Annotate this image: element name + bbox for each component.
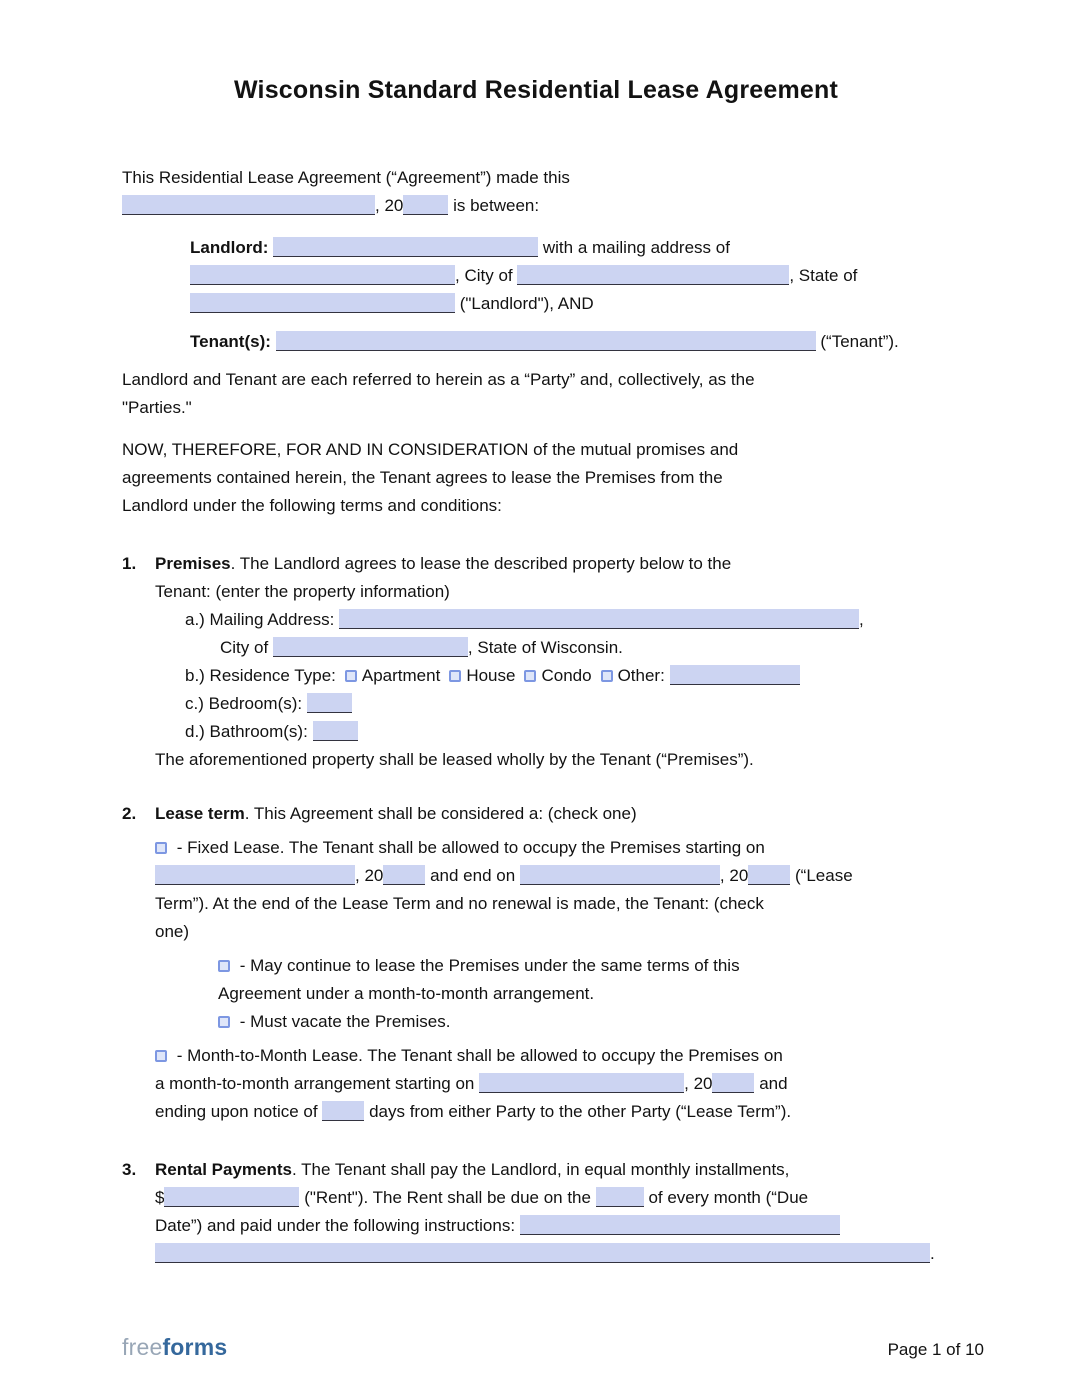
premises-sublist xyxy=(185,606,950,746)
section-premises xyxy=(122,550,950,774)
agreement-year-field[interactable] xyxy=(403,195,448,215)
parties-paragraph xyxy=(122,366,950,422)
month-to-month-checkbox[interactable] xyxy=(155,1050,167,1062)
continue-month-to-month-checkbox[interactable] xyxy=(218,960,230,972)
section-lease-term xyxy=(122,800,950,1126)
consideration-paragraph xyxy=(122,436,950,520)
lease-start-year-field[interactable] xyxy=(383,865,425,885)
premises-text-1: . The Landlord agrees to lease the described property below to the xyxy=(230,554,732,573)
landlord-text-2: , City of xyxy=(455,266,513,285)
vacate-checkbox[interactable] xyxy=(218,1016,230,1028)
section-premises-number: 1. xyxy=(122,554,137,573)
landlord-text-3: , State of xyxy=(789,266,858,285)
page-title: Wisconsin Standard Residential Lease Agreement xyxy=(233,76,839,104)
house-label: House xyxy=(466,666,516,685)
tenant-paragraph xyxy=(190,328,950,356)
fixed-lease-text-1: - Fixed Lease. The Tenant shall be allowed to occupy the Premises starting on xyxy=(176,838,765,857)
section-rental-payments xyxy=(122,1156,950,1268)
payment-instructions-field[interactable] xyxy=(520,1215,840,1235)
rental-text-3: ("Rent"). The Rent shall be due on the xyxy=(304,1188,591,1207)
option-continue-text-1: - May continue to lease the Premises under the same terms of this xyxy=(239,956,740,975)
parties-text-1: Landlord and Tenant are each referred to herein as a “Party” and, collectively, as the xyxy=(122,370,755,389)
premises-line-c xyxy=(185,690,950,718)
brand-forms-text: forms xyxy=(162,1334,228,1360)
premises-text-5: The aforementioned property shall be leased wholly by the Tenant (“Premises”). xyxy=(155,750,754,769)
rental-text-2: $ xyxy=(155,1188,165,1207)
parties-text-2: "Parties." xyxy=(122,398,192,417)
bathrooms-label: d.) Bathroom(s): xyxy=(185,722,308,741)
m2m-start-year-field[interactable] xyxy=(712,1073,754,1093)
lease-start-date-field[interactable] xyxy=(155,865,355,885)
other-residence-field[interactable] xyxy=(670,665,800,685)
notice-days-field[interactable] xyxy=(322,1101,364,1121)
premises-text-3: , xyxy=(859,610,864,629)
rental-text-6: . xyxy=(930,1244,935,1263)
intro-text-3: is between: xyxy=(453,196,540,215)
m2m-text-4: and xyxy=(759,1074,788,1093)
condo-label: Condo xyxy=(541,666,592,685)
bedrooms-field[interactable] xyxy=(307,693,352,713)
rent-due-day-field[interactable] xyxy=(596,1187,644,1207)
m2m-text-6: days from either Party to the other Party (“Lease Term”). xyxy=(369,1102,792,1121)
apartment-label: Apartment xyxy=(361,666,441,685)
freeforms-logo xyxy=(122,1333,227,1361)
fixed-lease-text-4: , 20 xyxy=(719,866,749,885)
option-vacate-paragraph xyxy=(218,1008,950,1036)
tenant-label: Tenant(s): xyxy=(190,332,271,351)
consideration-text-1: NOW, THEREFORE, FOR AND IN CONSIDERATION of the mutual promises and xyxy=(122,440,739,459)
option-vacate-text: - Must vacate the Premises. xyxy=(239,1012,451,1031)
rental-text-5: Date”) and paid under the following instructions: xyxy=(155,1216,516,1235)
bedrooms-label: c.) Bedroom(s): xyxy=(185,694,303,713)
landlord-name-field[interactable] xyxy=(273,237,538,257)
premises-line-b xyxy=(185,662,950,690)
page-indicator: Page 1 of 10 xyxy=(887,1340,984,1359)
apartment-checkbox[interactable] xyxy=(345,670,357,682)
consideration-text-2: agreements contained herein, the Tenant agrees to lease the Premises from the xyxy=(122,468,723,487)
rent-amount-field[interactable] xyxy=(164,1187,299,1207)
condo-checkbox[interactable] xyxy=(524,670,536,682)
m2m-text-5: ending upon notice of xyxy=(155,1102,318,1121)
landlord-label: Landlord: xyxy=(190,238,269,257)
premises-city-field[interactable] xyxy=(273,637,468,657)
fixed-lease-text-7: one) xyxy=(155,922,190,941)
premises-text-4: , State of Wisconsin. xyxy=(467,638,623,657)
bathrooms-field[interactable] xyxy=(313,721,358,741)
section-premises-body xyxy=(155,550,950,774)
consideration-text-3: Landlord under the following terms and conditions: xyxy=(122,496,502,515)
m2m-text-3: , 20 xyxy=(684,1074,713,1093)
lease-end-year-field[interactable] xyxy=(748,865,790,885)
premises-closing xyxy=(155,746,950,774)
house-checkbox[interactable] xyxy=(449,670,461,682)
fixed-lease-text-6: Term”). At the end of the Lease Term and no renewal is made, the Tenant: (check xyxy=(155,894,764,913)
intro-text-1: This Residential Lease Agreement (“Agreement”) made this xyxy=(122,168,570,187)
premises-line-a xyxy=(185,606,950,634)
other-checkbox[interactable] xyxy=(601,670,613,682)
page-footer xyxy=(0,1333,1072,1364)
intro-text-2: , 20 xyxy=(375,196,404,215)
fixed-lease-text-3: and end on xyxy=(430,866,516,885)
other-label: Other: xyxy=(617,666,665,685)
section-lease-body xyxy=(155,800,950,1126)
lease-end-date-field[interactable] xyxy=(520,865,720,885)
brand-free-text: free xyxy=(122,1334,163,1360)
m2m-text-1: - Month-to-Month Lease. The Tenant shall be allowed to occupy the Premises on xyxy=(176,1046,783,1065)
landlord-city-field[interactable] xyxy=(517,265,789,285)
intro-paragraph xyxy=(122,164,950,220)
tenant-text-1: (“Tenant”). xyxy=(820,332,899,351)
landlord-state-field[interactable] xyxy=(190,293,455,313)
mailing-address-label: a.) Mailing Address: xyxy=(185,610,335,629)
fixed-lease-paragraph xyxy=(155,834,950,946)
premises-address-field[interactable] xyxy=(339,609,859,629)
m2m-text-2: a month-to-month arrangement starting on xyxy=(155,1074,475,1093)
fixed-lease-text-5: (“Lease xyxy=(795,866,853,885)
rental-text-1: . The Tenant shall pay the Landlord, in equal monthly installments, xyxy=(292,1160,790,1179)
section-premises-heading: Premises xyxy=(155,554,231,573)
premises-line-d xyxy=(185,718,950,746)
section-lease-heading: Lease term xyxy=(155,804,245,823)
premises-city-label: City of xyxy=(220,638,269,657)
payment-instructions-field-2[interactable] xyxy=(155,1243,930,1263)
m2m-start-date-field[interactable] xyxy=(479,1073,684,1093)
lease-text-1: . This Agreement shall be considered a: (check one) xyxy=(244,804,637,823)
fixed-lease-checkbox[interactable] xyxy=(155,842,167,854)
section-rental-body xyxy=(155,1156,950,1268)
landlord-address-field[interactable] xyxy=(190,265,455,285)
section-rental-number: 3. xyxy=(122,1160,137,1179)
landlord-paragraph xyxy=(190,234,950,318)
landlord-text-1: with a mailing address of xyxy=(542,238,730,257)
agreement-day-month-field[interactable] xyxy=(122,195,375,215)
option-continue-paragraph xyxy=(218,952,950,1008)
rental-text-4: of every month (“Due xyxy=(648,1188,809,1207)
fixed-lease-text-2: , 20 xyxy=(355,866,384,885)
premises-text-2: Tenant: (enter the property information) xyxy=(155,582,450,601)
month-to-month-paragraph xyxy=(155,1042,950,1126)
premises-line-a2 xyxy=(220,634,950,662)
section-rental-heading: Rental Payments xyxy=(155,1160,292,1179)
tenant-names-field[interactable] xyxy=(276,331,816,351)
section-lease-number: 2. xyxy=(122,804,137,823)
option-continue-text-2: Agreement under a month-to-month arrangement. xyxy=(218,984,595,1003)
residence-type-label: b.) Residence Type: xyxy=(185,666,336,685)
landlord-text-4: ("Landlord"), AND xyxy=(459,294,594,313)
